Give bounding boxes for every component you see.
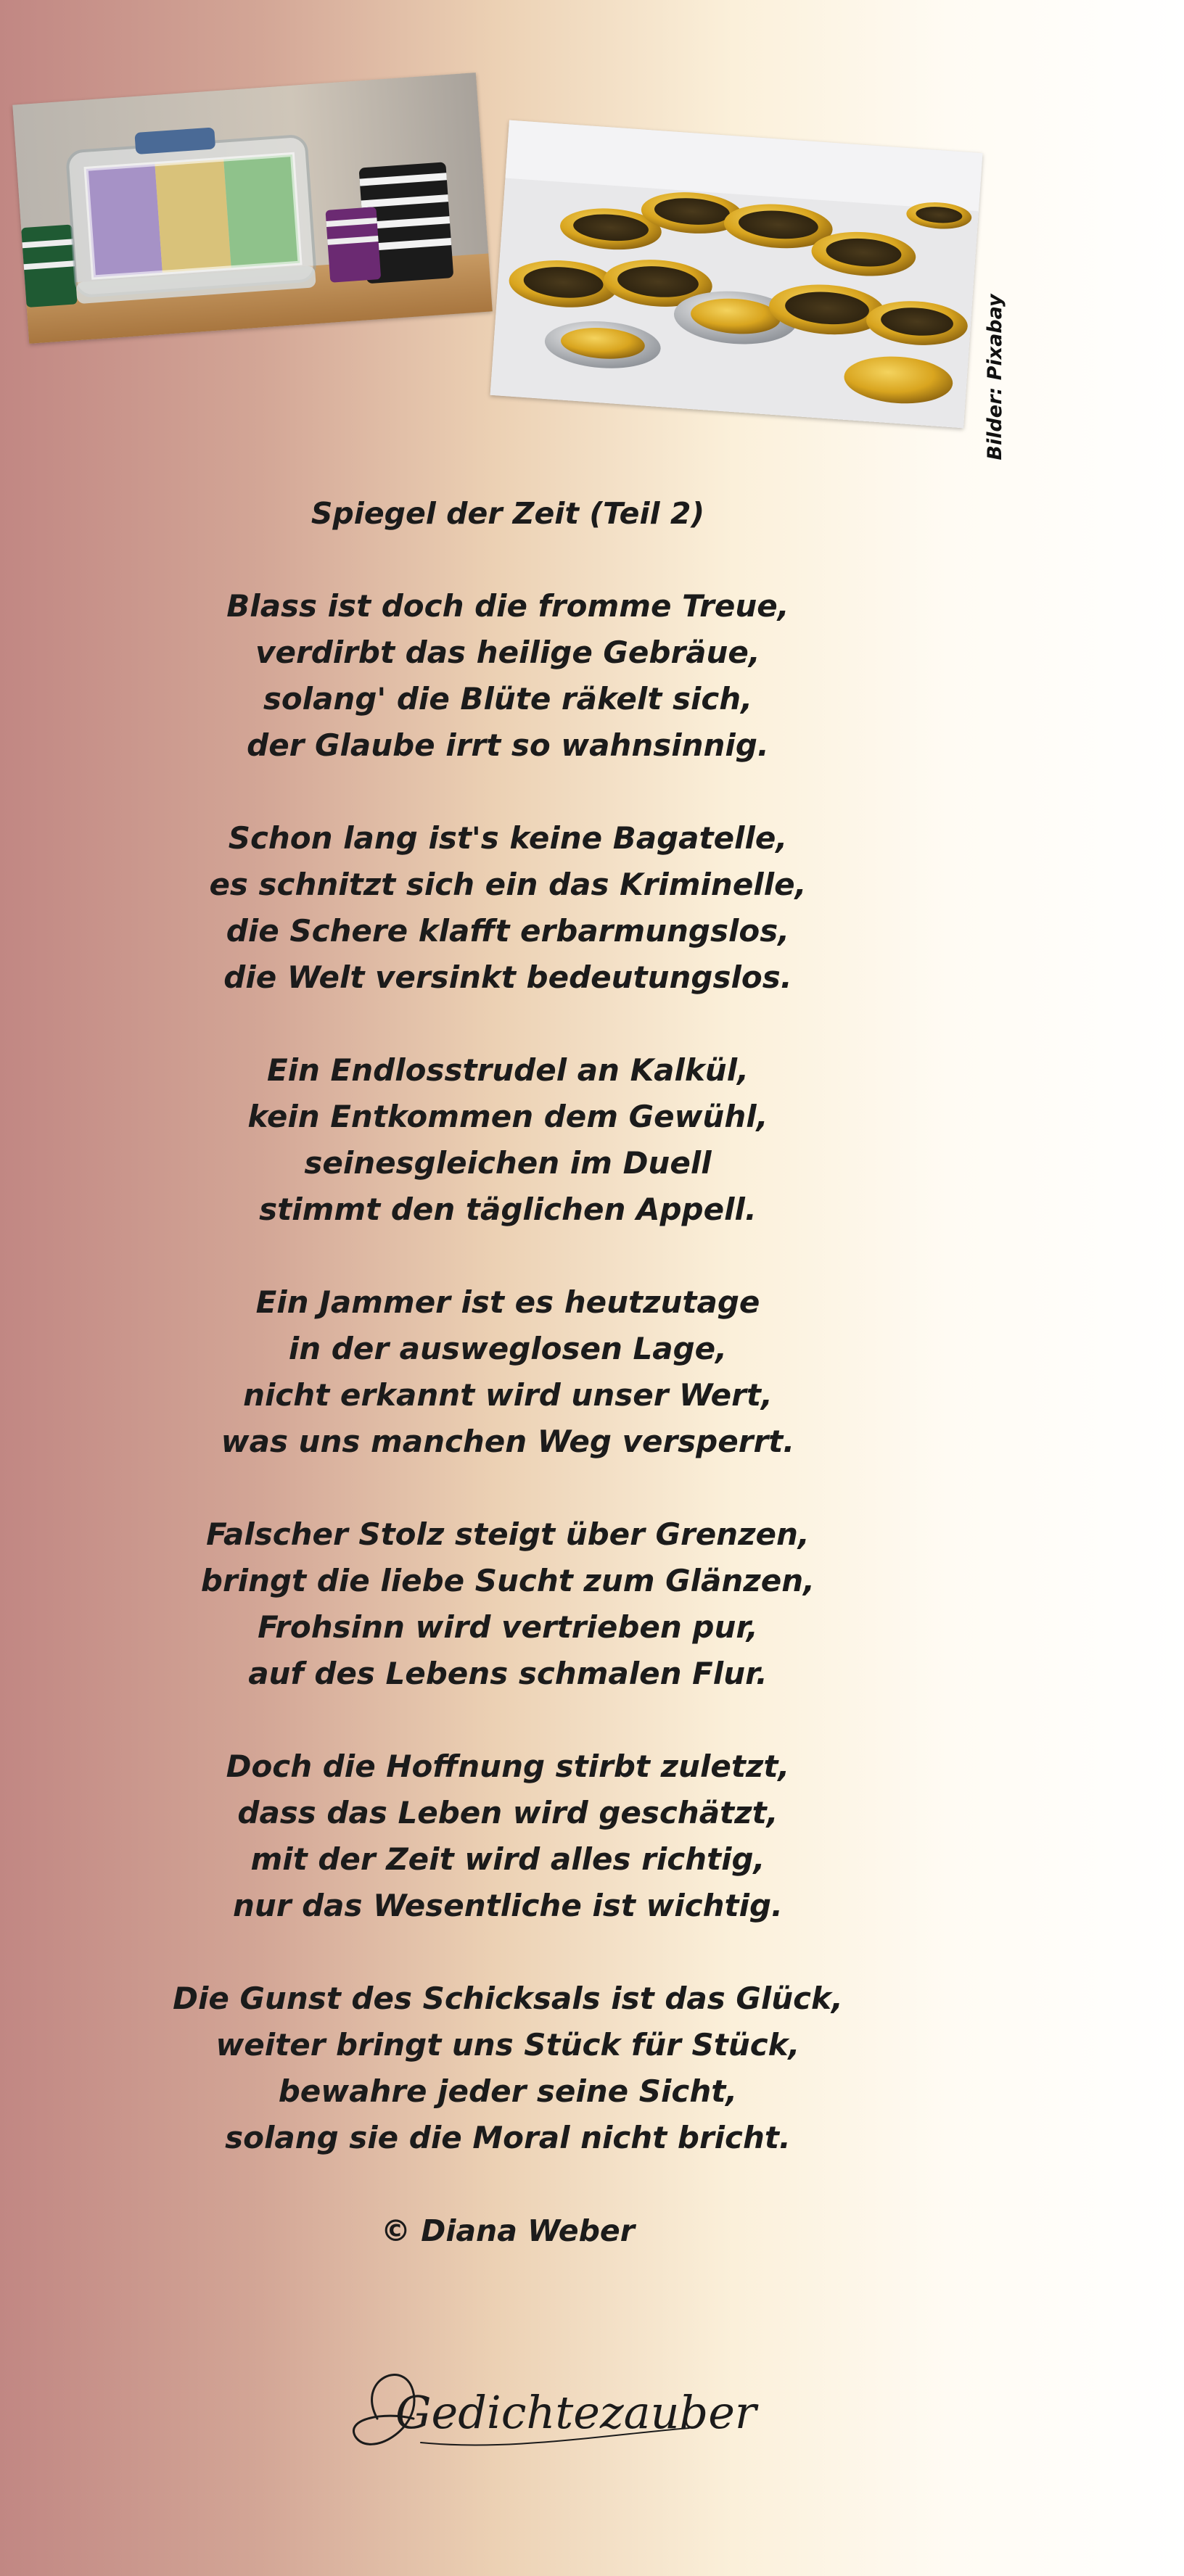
poem-line: mit der Zeit wird alles richtig, bbox=[250, 1841, 765, 1877]
stanza-1 bbox=[0, 583, 1016, 769]
euro-banknotes-case-photo-icon bbox=[12, 73, 492, 344]
poem-line: seinesgleichen im Duell bbox=[304, 1145, 712, 1181]
stanza-2 bbox=[0, 815, 1016, 1001]
poem-line: Ein Jammer ist es heutzutage bbox=[255, 1284, 760, 1320]
stanza-6 bbox=[0, 1743, 1016, 1929]
chocolate-euro-coins-photo-icon bbox=[490, 120, 983, 429]
poem bbox=[0, 490, 1016, 2254]
poem-line: kein Entkommen dem Gewühl, bbox=[247, 1099, 768, 1134]
signature-icon bbox=[326, 2350, 757, 2473]
poem-line: in der ausweglosen Lage, bbox=[288, 1331, 728, 1366]
poem-line: Blass ist doch die fromme Treue, bbox=[226, 588, 789, 624]
money-case-photo bbox=[12, 73, 492, 344]
poem-line: Schon lang ist's keine Bagatelle, bbox=[228, 820, 788, 856]
poem-line: Frohsinn wird vertrieben pur, bbox=[258, 1609, 758, 1645]
stanza-4 bbox=[0, 1279, 1016, 1465]
coins-photo bbox=[490, 120, 983, 429]
signature-logo bbox=[326, 2350, 757, 2473]
poem-line: Falscher Stolz steigt über Grenzen, bbox=[206, 1516, 810, 1552]
poem-line: die Schere klafft erbarmungslos, bbox=[226, 913, 790, 949]
poem-line: bewahre jeder seine Sicht, bbox=[278, 2073, 738, 2109]
poem-title: Spiegel der Zeit (Teil 2) bbox=[311, 496, 705, 531]
poem-line: verdirbt das heilige Gebräue, bbox=[255, 635, 760, 670]
poem-line: dass das Leben wird geschätzt, bbox=[237, 1795, 778, 1830]
stanza-7 bbox=[0, 1976, 1016, 2161]
image-credit: Bilder: Pixabay bbox=[984, 294, 1006, 461]
poem-line: der Glaube irrt so wahnsinnig. bbox=[247, 727, 769, 763]
poem-line: Ein Endlosstrudel an Kalkül, bbox=[266, 1052, 749, 1088]
poem-line: was uns manchen Weg versperrt. bbox=[221, 1424, 795, 1459]
poem-line: solang sie die Moral nicht bricht. bbox=[225, 2120, 791, 2155]
poem-line: Doch die Hoffnung stirbt zuletzt, bbox=[226, 1749, 790, 1784]
stanza-3 bbox=[0, 1047, 1016, 1233]
poem-line: auf des Lebens schmalen Flur. bbox=[248, 1656, 768, 1691]
poem-line: nur das Wesentliche ist wichtig. bbox=[232, 1888, 784, 1923]
poem-line: weiter bringt uns Stück für Stück, bbox=[215, 2027, 800, 2063]
signature-text: Gedichtezauber bbox=[395, 2386, 757, 2439]
poem-line: solang' die Blüte räkelt sich, bbox=[263, 681, 753, 717]
poem-line: es schnitzt sich ein das Kriminelle, bbox=[209, 867, 807, 902]
poem-line: bringt die liebe Sucht zum Glänzen, bbox=[200, 1563, 815, 1598]
poem-line: stimmt den täglichen Appell. bbox=[259, 1192, 757, 1227]
poem-line: die Welt versinkt bedeutungslos. bbox=[223, 959, 792, 995]
stanza-5 bbox=[0, 1511, 1016, 1697]
poem-line: Die Gunst des Schicksals ist das Glück, bbox=[173, 1981, 843, 2016]
poem-author: © Diana Weber bbox=[381, 2213, 635, 2248]
poem-line: nicht erkannt wird unser Wert, bbox=[243, 1377, 773, 1413]
